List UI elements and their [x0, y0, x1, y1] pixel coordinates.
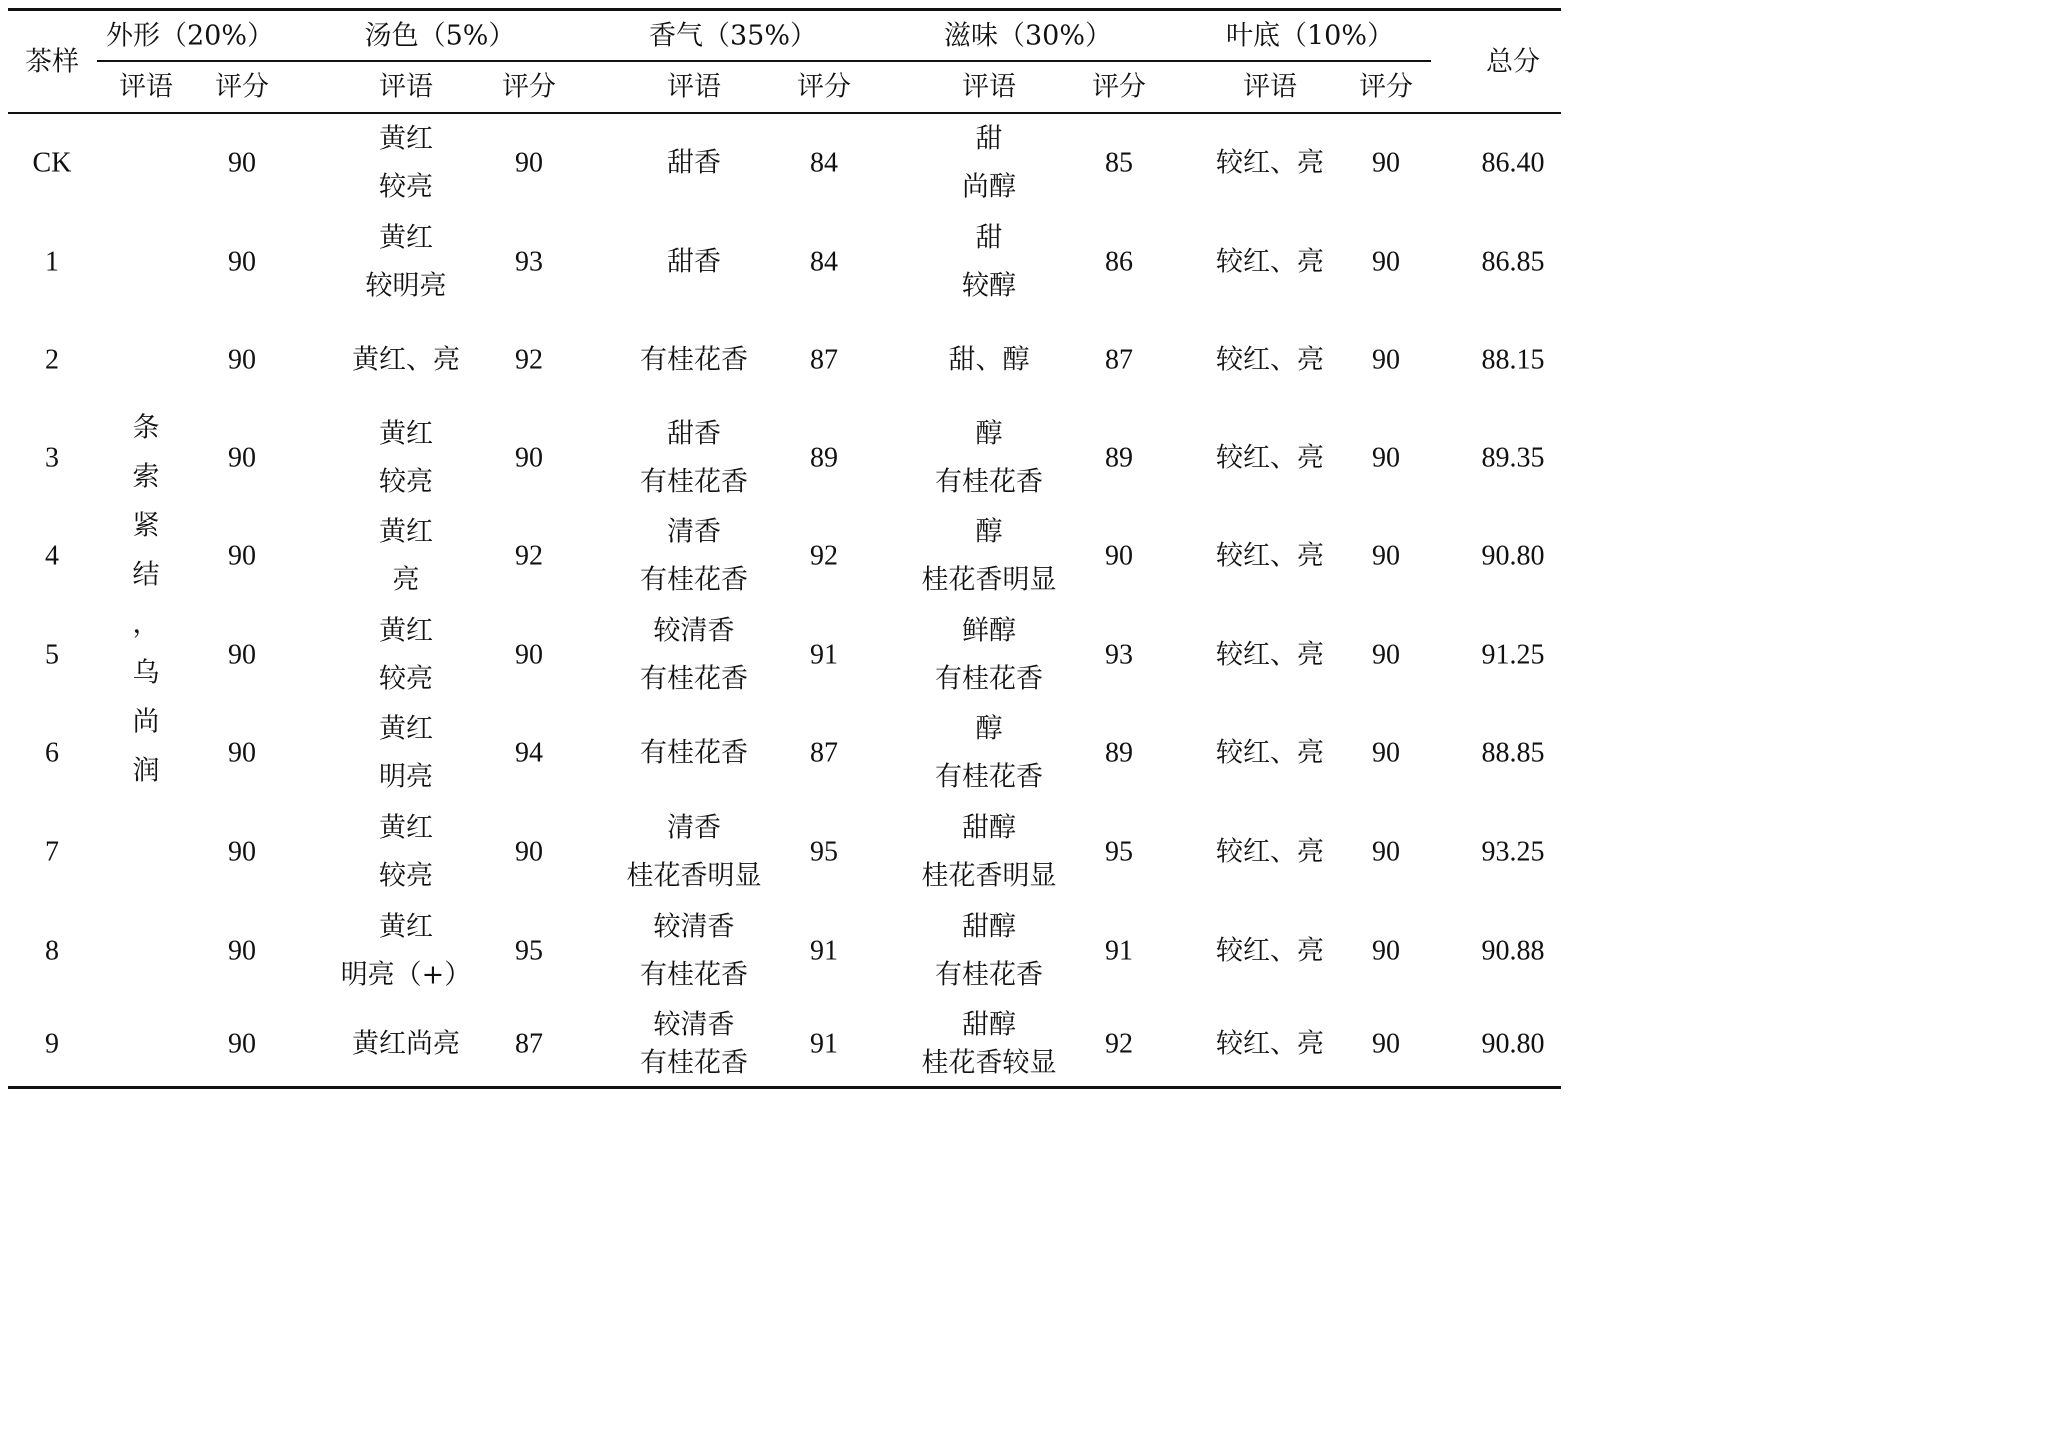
sample-id: 9: [45, 1028, 59, 1060]
aroma-comment-line1: 清香: [667, 812, 721, 844]
soup-comment-line2: 较亮: [379, 860, 433, 892]
appearance-score: 90: [228, 737, 256, 769]
subheader-score: 评分: [797, 71, 851, 103]
total-score: 90.80: [1481, 540, 1545, 572]
sample-id: 2: [45, 344, 59, 376]
soup-comment-line1: 黄红: [379, 713, 433, 745]
taste-comment-line2: 桂花香明显: [921, 860, 1057, 892]
sample-id: 7: [45, 836, 59, 868]
sample-id: 4: [45, 540, 59, 572]
appearance-score: 90: [228, 147, 256, 179]
aroma-score: 84: [810, 147, 838, 179]
subheader-comment: 评语: [119, 71, 173, 103]
total-score: 88.85: [1481, 737, 1545, 769]
total-score: 88.15: [1481, 344, 1545, 376]
soup-score: 92: [515, 344, 543, 376]
taste-score: 87: [1105, 344, 1133, 376]
aroma-comment: 甜香: [667, 147, 721, 179]
total-score: 86.40: [1481, 147, 1545, 179]
taste-score: 86: [1105, 246, 1133, 278]
taste-score: 85: [1105, 147, 1133, 179]
taste-comment-line2: 有桂花香: [935, 663, 1043, 695]
appearance-comment-char: 润: [132, 755, 160, 787]
appearance-comment-char: 乌: [132, 657, 160, 689]
appearance-score: 90: [228, 935, 256, 967]
soup-score: 87: [515, 1028, 543, 1060]
aroma-score: 89: [810, 442, 838, 474]
taste-comment: 甜、醇: [948, 344, 1030, 376]
leaf-score: 90: [1372, 540, 1400, 572]
appearance-comment-char: 尚: [132, 706, 160, 738]
sample-id: 6: [45, 737, 59, 769]
soup-comment: 黄红尚亮: [352, 1028, 460, 1060]
leaf-score: 90: [1372, 344, 1400, 376]
leaf-score: 90: [1372, 935, 1400, 967]
appearance-comment-char: 条: [132, 412, 160, 444]
aroma-score: 87: [810, 344, 838, 376]
taste-comment-line2: 有桂花香: [935, 959, 1043, 991]
aroma-score: 91: [810, 639, 838, 671]
taste-comment-line2: 有桂花香: [935, 761, 1043, 793]
appearance-comment-char: 索: [132, 461, 160, 493]
soup-comment-line2: 较亮: [379, 466, 433, 498]
aroma-comment-line2: 有桂花香: [640, 1047, 748, 1079]
leaf-comment: 较红、亮: [1216, 147, 1324, 179]
aroma-comment: 有桂花香: [640, 344, 748, 376]
taste-comment-line2: 桂花香明显: [921, 564, 1057, 596]
leaf-score: 90: [1372, 1028, 1400, 1060]
soup-comment-line1: 黄红: [379, 615, 433, 647]
subheader-score: 评分: [1359, 71, 1413, 103]
total-score: 90.80: [1481, 1028, 1545, 1060]
leaf-comment: 较红、亮: [1216, 935, 1324, 967]
leaf-score: 90: [1372, 246, 1400, 278]
leaf-score: 90: [1372, 836, 1400, 868]
soup-score: 90: [515, 442, 543, 474]
taste-comment-line1: 醇: [975, 516, 1003, 548]
aroma-comment-line2: 有桂花香: [640, 663, 748, 695]
leaf-score: 90: [1372, 147, 1400, 179]
subheader-comment: 评语: [962, 71, 1016, 103]
leaf-comment: 较红、亮: [1216, 737, 1324, 769]
aroma-comment-line1: 较清香: [653, 911, 735, 943]
group-header-leaf-base: 叶底（10%）: [1225, 20, 1395, 52]
leaf-comment: 较红、亮: [1216, 639, 1324, 671]
subheader-comment: 评语: [1243, 71, 1297, 103]
taste-score: 95: [1105, 836, 1133, 868]
total-score: 89.35: [1481, 442, 1545, 474]
soup-score: 90: [515, 836, 543, 868]
aroma-score: 91: [810, 1028, 838, 1060]
group-header-taste: 滋味（30%）: [943, 20, 1113, 52]
taste-comment-line1: 甜: [975, 222, 1003, 254]
taste-score: 90: [1105, 540, 1133, 572]
aroma-comment-line2: 有桂花香: [640, 564, 748, 596]
aroma-comment-line1: 清香: [667, 516, 721, 548]
taste-comment-line1: 甜醇: [962, 812, 1016, 844]
leaf-comment: 较红、亮: [1216, 246, 1324, 278]
taste-comment-line2: 桂花香较显: [921, 1047, 1057, 1079]
appearance-comment-char: 结: [132, 559, 160, 591]
aroma-comment-line2: 有桂花香: [640, 959, 748, 991]
leaf-comment: 较红、亮: [1216, 1028, 1324, 1060]
appearance-score: 90: [228, 836, 256, 868]
soup-comment-line2: 明亮（+）: [340, 959, 472, 991]
leaf-score: 90: [1372, 737, 1400, 769]
aroma-comment-line1: 甜香: [667, 418, 721, 450]
soup-comment-line1: 黄红: [379, 516, 433, 548]
total-header: 总分: [1486, 46, 1540, 78]
taste-comment-line1: 醇: [975, 418, 1003, 450]
aroma-score: 84: [810, 246, 838, 278]
soup-comment-line1: 黄红: [379, 222, 433, 254]
taste-comment-line1: 甜: [975, 123, 1003, 155]
sample-id: CK: [32, 147, 72, 179]
taste-comment-line2: 有桂花香: [935, 466, 1043, 498]
group-header-aroma: 香气（35%）: [648, 20, 818, 52]
appearance-score: 90: [228, 442, 256, 474]
aroma-comment-line1: 较清香: [653, 1009, 735, 1041]
taste-score: 89: [1105, 737, 1133, 769]
group-header-soup-color: 汤色（5%）: [364, 20, 516, 52]
sample-id: 8: [45, 935, 59, 967]
soup-score: 90: [515, 147, 543, 179]
appearance-score: 90: [228, 344, 256, 376]
sample-id: 3: [45, 442, 59, 474]
sample-header: 茶样: [25, 46, 79, 78]
soup-comment-line1: 黄红: [379, 911, 433, 943]
soup-score: 93: [515, 246, 543, 278]
taste-comment-line1: 鲜醇: [962, 615, 1016, 647]
aroma-comment-line1: 较清香: [653, 615, 735, 647]
appearance-comment-char: 紧: [132, 510, 160, 542]
taste-comment-line1: 醇: [975, 713, 1003, 745]
leaf-comment: 较红、亮: [1216, 836, 1324, 868]
subheader-score: 评分: [1092, 71, 1146, 103]
aroma-comment-line2: 有桂花香: [640, 466, 748, 498]
total-score: 91.25: [1481, 639, 1545, 671]
sample-id: 1: [45, 246, 59, 278]
subheader-score: 评分: [215, 71, 269, 103]
subheader-comment: 评语: [379, 71, 433, 103]
soup-comment-line2: 明亮: [379, 761, 433, 793]
soup-comment-line1: 黄红: [379, 123, 433, 155]
soup-comment-line2: 亮: [392, 564, 420, 596]
appearance-comment-char: ，: [132, 608, 160, 640]
total-score: 86.85: [1481, 246, 1545, 278]
aroma-comment: 甜香: [667, 246, 721, 278]
leaf-comment: 较红、亮: [1216, 442, 1324, 474]
total-score: 93.25: [1481, 836, 1545, 868]
soup-score: 95: [515, 935, 543, 967]
header-rule: [8, 112, 1561, 114]
soup-comment-line2: 较明亮: [365, 270, 447, 302]
leaf-score: 90: [1372, 442, 1400, 474]
leaf-comment: 较红、亮: [1216, 344, 1324, 376]
appearance-score: 90: [228, 540, 256, 572]
soup-score: 92: [515, 540, 543, 572]
taste-comment-line2: 较醇: [962, 270, 1016, 302]
aroma-score: 95: [810, 836, 838, 868]
leaf-score: 90: [1372, 639, 1400, 671]
sample-id: 5: [45, 639, 59, 671]
aroma-score: 92: [810, 540, 838, 572]
taste-comment-line1: 甜醇: [962, 911, 1016, 943]
leaf-comment: 较红、亮: [1216, 540, 1324, 572]
taste-score: 93: [1105, 639, 1133, 671]
taste-score: 91: [1105, 935, 1133, 967]
soup-comment: 黄红、亮: [352, 344, 460, 376]
group-header-appearance: 外形（20%）: [105, 20, 275, 52]
soup-score: 90: [515, 639, 543, 671]
taste-comment-line1: 甜醇: [962, 1009, 1016, 1041]
total-score: 90.88: [1481, 935, 1545, 967]
aroma-comment: 有桂花香: [640, 737, 748, 769]
aroma-score: 87: [810, 737, 838, 769]
aroma-comment-line2: 桂花香明显: [626, 860, 762, 892]
taste-comment-line2: 尚醇: [962, 171, 1016, 203]
soup-comment-line1: 黄红: [379, 812, 433, 844]
aroma-score: 91: [810, 935, 838, 967]
appearance-score: 90: [228, 246, 256, 278]
appearance-score: 90: [228, 639, 256, 671]
appearance-score: 90: [228, 1028, 256, 1060]
soup-comment-line2: 较亮: [379, 663, 433, 695]
subheader-comment: 评语: [667, 71, 721, 103]
taste-score: 92: [1105, 1028, 1133, 1060]
taste-score: 89: [1105, 442, 1133, 474]
bottom-rule: [8, 1086, 1561, 1089]
subheader-score: 评分: [502, 71, 556, 103]
soup-comment-line2: 较亮: [379, 171, 433, 203]
soup-comment-line1: 黄红: [379, 418, 433, 450]
soup-score: 94: [515, 737, 543, 769]
